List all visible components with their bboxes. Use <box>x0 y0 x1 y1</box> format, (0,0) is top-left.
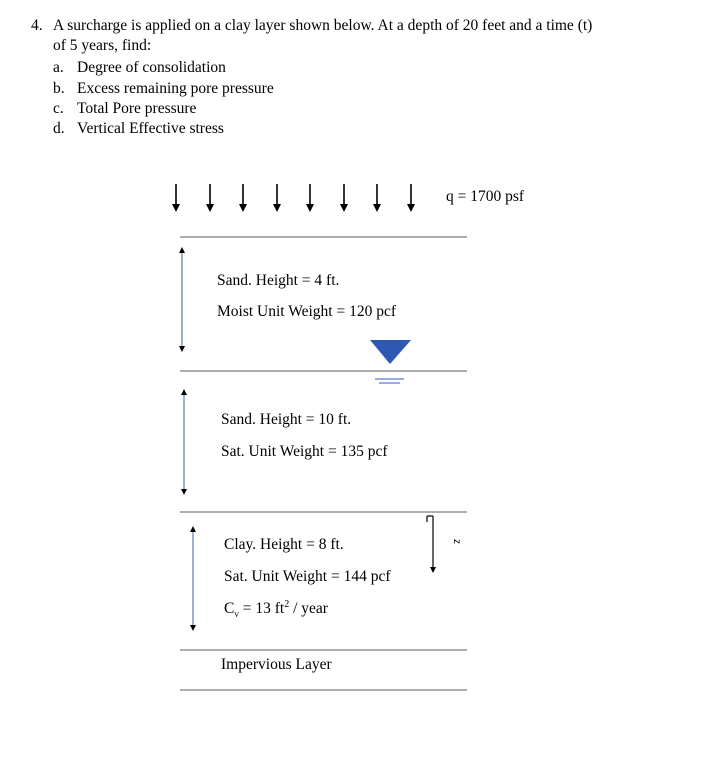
question-line-2: of 5 years, find: <box>53 37 152 54</box>
layer-3-unit-weight: Sat. Unit Weight = 144 pcf <box>224 568 391 585</box>
question-number: 4. <box>31 17 43 34</box>
layer-1-height: Sand. Height = 4 ft. <box>217 272 340 289</box>
item-c-text: Total Pore pressure <box>77 100 197 117</box>
question-line-1: A surcharge is applied on a clay layer shown below. At a depth of 20 feet and a time (t) <box>53 17 593 34</box>
item-c-marker: c. <box>53 100 64 117</box>
water-table-icon <box>370 340 411 383</box>
item-b-text: Excess remaining pore pressure <box>77 80 274 97</box>
item-a-marker: a. <box>53 59 64 76</box>
depth-z-indicator <box>427 516 433 570</box>
impervious-layer-label: Impervious Layer <box>221 656 332 673</box>
item-a-text: Degree of consolidation <box>77 59 226 76</box>
surcharge-arrows <box>176 184 411 208</box>
layer-2-unit-weight: Sat. Unit Weight = 135 pcf <box>221 443 388 460</box>
item-b-marker: b. <box>53 80 65 97</box>
item-d-marker: d. <box>53 120 65 137</box>
layer-3-height: Clay. Height = 8 ft. <box>224 536 344 553</box>
layer-2-height: Sand. Height = 10 ft. <box>221 411 352 428</box>
item-d-text: Vertical Effective stress <box>77 120 224 137</box>
z-label: z <box>451 539 462 544</box>
layer-1-unit-weight: Moist Unit Weight = 120 pcf <box>217 303 396 320</box>
surcharge-label: q = 1700 psf <box>446 188 525 205</box>
layer-3-cv: $C_v = 13$ $ft^2$ / year <box>224 598 328 620</box>
